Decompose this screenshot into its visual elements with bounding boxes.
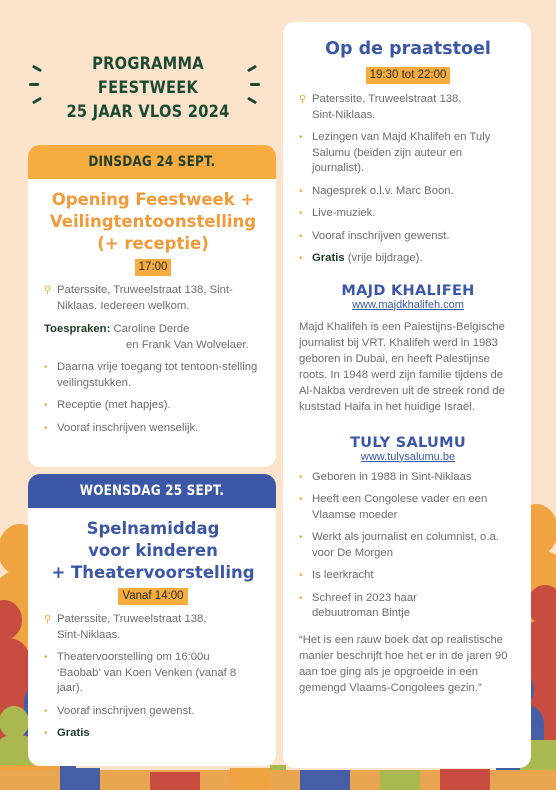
list-item-text: Vooraf inschrijven gewenst. (312, 229, 450, 242)
event-title-line: Veilingtentoonstelling (49, 212, 257, 231)
location-text: Paterssite, Truweelstraat 138, Sint-Niklaas. (312, 93, 462, 121)
event-card-tuesday (28, 145, 276, 467)
event-time: Vanaf 14:00 (118, 588, 187, 605)
list-item (299, 492, 517, 523)
list-item-text: Lezingen van Majd Khalifeh en Tuly Salumu (beiden zijn auteur en journalist). (312, 131, 491, 174)
list-item-text: Schreef in 2023 haar debuutroman Bintje (312, 591, 417, 619)
list-item (44, 398, 262, 414)
list-item-text: Werkt als journalist en columnist, o.a. voor De Morgen (312, 531, 499, 559)
list-item-text: Geboren in 1988 in Sint-Niklaas (312, 470, 472, 483)
book-quote: “Het is een rauw boek dat op realistische manier beschrijft hoe het er in de jaren 90 aan toe ging als je opgroeide in een gemengd Vlaams-Congolees gezin.” (299, 633, 508, 694)
location-pin-icon: ⚲ (299, 94, 307, 105)
talk-title: Op de praatstoel (325, 39, 491, 59)
location-row (44, 612, 262, 643)
event-title-line: + Theatervoorstelling (51, 563, 255, 582)
free-label: Gratis (57, 727, 90, 739)
speakers-row (44, 322, 262, 353)
bullet-icon: • (44, 728, 48, 739)
list-item-text: Theatervoorstelling om 16:00u ‘Baobab’ van Koen Venken (vanaf 8 jaar). (57, 651, 237, 694)
list-item (299, 184, 517, 200)
list-item (299, 206, 517, 222)
header-subtitle: 25 JAAR VLOS 2024 (66, 102, 230, 122)
bullet-icon: • (299, 494, 303, 505)
free-note: (vrije bijdrage). (347, 252, 423, 264)
list-item (299, 130, 517, 177)
bullet-icon: • (299, 253, 303, 264)
bullet-icon: • (299, 208, 303, 219)
free-label: Gratis (312, 252, 345, 264)
list-item (44, 726, 262, 742)
event-card-talk (283, 22, 531, 768)
list-item-text: Receptie (met hapjes). (57, 399, 171, 411)
list-item-text: Daarna vrije toegang tot tentoon-stelling veilingstukken. (57, 361, 258, 389)
bullet-icon: • (299, 592, 303, 604)
day-tab-label: DINSDAG 24 SEPT. (88, 154, 216, 170)
bullet-icon: • (44, 705, 48, 717)
bullet-icon: • (299, 570, 303, 581)
speaker-bio: Majd Khalifeh is een Palestijns-Belgische journalist bij VRT. Khalifeh werd in 1983 geboren in Dubai, en heeft Palestijnse roots. In 1948 werd zijn familie tijdens de Al-Nakba verdreven uit de streek rond de kuststad Haifa in het huidige Israël. (299, 320, 505, 413)
speakers-label: Toespraken: (44, 323, 111, 335)
speaker-website-link[interactable]: www.majdkhalifeh.com (352, 298, 464, 311)
speaker-name-majd: MAJD KHALIFEH (341, 282, 475, 299)
bullet-icon: • (44, 422, 48, 434)
list-item-text: Vooraf inschrijven wenselijk. (57, 421, 199, 434)
location-text: Paterssite, Truweelstraat 138, Sint-Niklaas. Iedereen welkom. (57, 284, 233, 312)
bullet-icon: • (299, 230, 303, 242)
speakers-name: Caroline Derde (113, 323, 190, 335)
bullet-icon: • (299, 471, 303, 483)
list-item-text: Nagesprek o.l.v. Marc Boon. (312, 184, 454, 197)
event-title-line: Opening Feestweek + (51, 190, 255, 209)
location-text: Paterssite, Truweelstraat 138, Sint-Niklaas. (57, 613, 207, 641)
day-tab-tuesday (28, 145, 276, 179)
list-item (44, 360, 262, 391)
speaker-name-tuly: TULY SALUMU (350, 434, 466, 451)
event-time: 19:30 tot 22:00 (366, 67, 451, 84)
event-title-line: (+ receptie) (97, 234, 209, 253)
list-item-text: Is leerkracht (312, 569, 374, 581)
list-item-text: Live-muziek. (312, 207, 376, 219)
location-pin-icon: ⚲ (44, 614, 52, 625)
list-item (44, 650, 262, 697)
bullet-icon: • (299, 132, 303, 143)
event-title-line: Spelnamiddag (86, 519, 220, 538)
list-item (299, 229, 517, 245)
list-item (299, 591, 517, 622)
list-item (299, 568, 517, 584)
location-row (44, 283, 262, 314)
speaker-website-link[interactable]: www.tulysalumu.be (360, 450, 456, 463)
location-pin-icon: ⚲ (44, 285, 52, 296)
bullet-icon: • (299, 185, 303, 197)
bullet-icon: • (44, 652, 48, 663)
bullet-icon: • (299, 532, 303, 543)
list-item (44, 704, 262, 720)
day-tab-label: WOENSDAG 25 SEPT. (79, 483, 225, 499)
header-title: PROGRAMMA FEESTWEEK (92, 54, 204, 98)
list-item (299, 530, 517, 561)
event-title-line: voor kinderen (88, 541, 218, 560)
bullet-icon: • (44, 362, 48, 373)
list-item-text: Heeft een Congolese vader en een Vlaamse moeder (312, 493, 488, 521)
event-title (44, 518, 262, 584)
event-time: 17:00 (135, 259, 172, 276)
list-item (299, 470, 517, 486)
program-header (28, 52, 268, 124)
event-card-wednesday (28, 474, 276, 766)
location-row (299, 92, 517, 123)
day-tab-wednesday (28, 474, 276, 508)
speakers-name: en Frank Van Wolvelaer. (126, 338, 249, 351)
bullet-icon: • (44, 400, 48, 411)
list-item (299, 251, 517, 267)
list-item-text: Vooraf inschrijven gewenst. (57, 704, 195, 717)
list-item (44, 421, 262, 437)
event-title (44, 189, 262, 255)
